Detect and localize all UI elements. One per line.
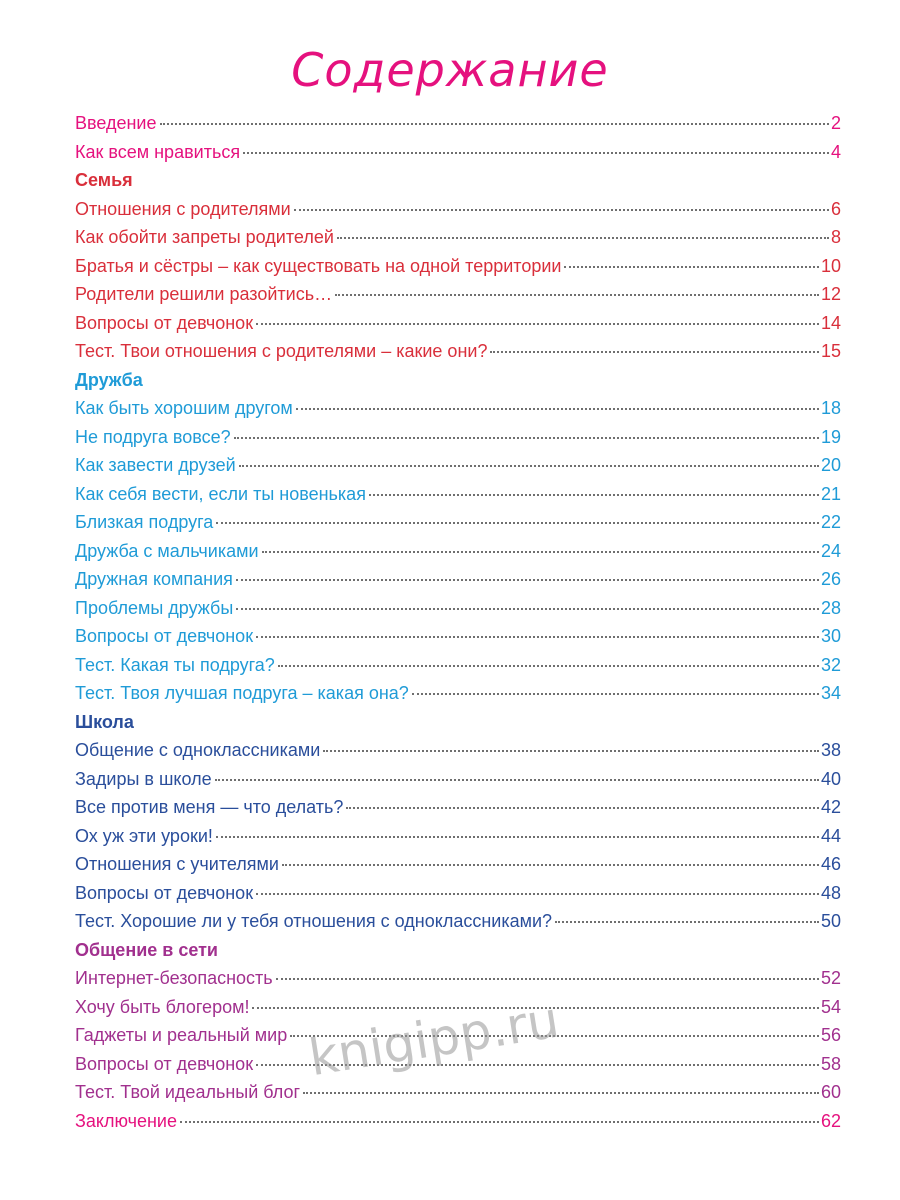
toc-entry[interactable] (75, 850, 841, 879)
dot-leader (243, 152, 829, 154)
toc-entry-page: 15 (820, 341, 841, 361)
toc-entry[interactable] (75, 337, 841, 366)
toc-entry-page: 22 (820, 512, 841, 532)
toc-entry-label: Тест. Твой идеальный блог (75, 1082, 301, 1102)
dot-leader (256, 893, 819, 895)
toc-entry[interactable] (75, 480, 841, 509)
dot-leader (346, 807, 819, 809)
toc-entry-label: Отношения с родителями (75, 198, 291, 219)
dot-leader (216, 836, 819, 838)
toc-entry-page: 18 (820, 398, 841, 418)
toc-entry-label: Тест. Твои отношения с родителями – какие они? (75, 341, 488, 361)
toc-entry-page: 20 (820, 455, 841, 475)
dot-leader (180, 1121, 819, 1123)
toc-entry[interactable] (75, 594, 841, 623)
toc-entry-label: Проблемы дружбы (75, 597, 234, 618)
toc-entry-label: Как обойти запреты родителей (75, 227, 334, 247)
dot-leader (303, 1092, 819, 1094)
toc-entry-page: 34 (820, 683, 841, 703)
toc-entry-label: Вопросы от девчонок (75, 626, 254, 646)
toc-entry-page: 6 (830, 198, 841, 219)
toc-entry[interactable] (75, 765, 841, 794)
toc-entry-page: 12 (820, 284, 841, 304)
toc-entry[interactable] (75, 736, 841, 765)
dot-leader (282, 864, 819, 866)
toc-entry[interactable] (75, 679, 841, 708)
toc-entry-page: 8 (830, 227, 841, 247)
toc-entry-label: Как всем нравиться (75, 141, 241, 162)
toc-entry[interactable] (75, 195, 841, 224)
toc-entry-label: Интернет-безопасность (75, 968, 273, 988)
toc-entry-page: 21 (820, 483, 841, 504)
dot-leader (239, 465, 819, 467)
toc-entry-page: 19 (820, 426, 841, 447)
section-heading-school: Школа (75, 711, 134, 732)
toc-entry-label: Братья и сёстры – как существовать на одной территории (75, 255, 562, 276)
dot-leader (215, 779, 819, 781)
toc-entry-page: 42 (820, 797, 841, 817)
toc-entry-label: Вопросы от девчонок (75, 882, 254, 903)
toc-entry-label: Близкая подруга (75, 512, 214, 532)
dot-leader (296, 408, 819, 410)
toc-entry-page: 56 (820, 1025, 841, 1045)
dot-leader (490, 351, 819, 353)
toc-entry-page: 54 (820, 996, 841, 1017)
toc-entry-how-to-be-liked[interactable] (75, 138, 841, 167)
toc-entry-label: Дружба с мальчиками (75, 540, 259, 561)
toc-entry-label: Введение (75, 113, 157, 133)
toc-entry-page: 30 (820, 626, 841, 646)
toc-entry-label: Отношения с учителями (75, 854, 279, 874)
toc-entry-page: 52 (820, 968, 841, 988)
toc-entry-label: Тест. Хорошие ли у тебя отношения с одноклассниками? (75, 911, 553, 931)
section-heading-friendship: Дружба (75, 369, 143, 390)
dot-leader (555, 921, 819, 923)
toc-entry-label: Вопросы от девчонок (75, 1053, 254, 1074)
toc-entry[interactable] (75, 964, 841, 993)
toc-entry[interactable] (75, 508, 841, 537)
toc-entry-page: 62 (820, 1110, 841, 1131)
toc-entry-label: Родители решили разойтись… (75, 284, 333, 304)
toc-entry-label: Не подруга вовсе? (75, 426, 231, 447)
page-title: Содержание (291, 43, 609, 97)
toc-entry-page: 46 (820, 854, 841, 874)
dot-leader (216, 522, 819, 524)
toc-entry-label: Как себя вести, если ты новенькая (75, 483, 366, 504)
toc-entry[interactable] (75, 537, 841, 566)
dot-leader (256, 636, 819, 638)
dot-leader (236, 579, 819, 581)
toc-entry-intro[interactable] (75, 109, 841, 138)
dot-leader (278, 665, 819, 667)
toc-entry[interactable] (75, 651, 841, 680)
section-heading-online: Общение в сети (75, 939, 218, 960)
dot-leader (564, 266, 819, 268)
toc-entry-label: Ох уж эти уроки! (75, 825, 213, 846)
toc-entry-page: 32 (820, 654, 841, 675)
toc-entry-label: Общение с одноклассниками (75, 740, 321, 760)
toc-entry-page: 40 (820, 768, 841, 789)
toc-entry[interactable] (75, 1078, 841, 1107)
toc-entry-page: 58 (820, 1053, 841, 1074)
toc-entry[interactable] (75, 907, 841, 936)
toc-entry-label: Вопросы от девчонок (75, 312, 254, 333)
toc-entry-label: Как быть хорошим другом (75, 398, 293, 418)
toc-entry-label: Хочу быть блогером! (75, 996, 250, 1017)
toc-entry[interactable] (75, 309, 841, 338)
toc-entry-page: 44 (820, 825, 841, 846)
toc-entry[interactable] (75, 793, 841, 822)
watermark: knigipp.ru (305, 990, 563, 1088)
dot-leader (294, 209, 829, 211)
table-of-contents (75, 109, 841, 1135)
toc-entry-label: Тест. Твоя лучшая подруга – какая она? (75, 683, 409, 703)
toc-entry-page: 24 (820, 540, 841, 561)
toc-entry-page: 14 (820, 312, 841, 333)
dot-leader (256, 323, 819, 325)
toc-entry-label: Дружная компания (75, 569, 233, 589)
toc-entry-page: 60 (820, 1082, 841, 1102)
toc-entry[interactable] (75, 252, 841, 281)
toc-entry[interactable] (75, 451, 841, 480)
toc-entry-page: 26 (820, 569, 841, 589)
dot-leader (369, 494, 819, 496)
dot-leader (323, 750, 819, 752)
toc-entry[interactable] (75, 280, 841, 309)
toc-entry-label: Задиры в школе (75, 768, 212, 789)
toc-entry-page: 10 (820, 255, 841, 276)
toc-entry[interactable] (75, 879, 841, 908)
toc-entry[interactable] (75, 423, 841, 452)
dot-leader (160, 123, 829, 125)
toc-entry-page: 50 (820, 911, 841, 931)
toc-entry-label: Заключение (75, 1110, 177, 1131)
toc-entry-label: Гаджеты и реальный мир (75, 1025, 288, 1045)
dot-leader (412, 693, 819, 695)
toc-entry-page: 28 (820, 597, 841, 618)
toc-entry-page: 48 (820, 882, 841, 903)
toc-entry-page: 2 (830, 113, 841, 133)
toc-entry-label: Все против меня — что делать? (75, 797, 344, 817)
dot-leader (236, 608, 819, 610)
toc-entry-label: Тест. Какая ты подруга? (75, 654, 275, 675)
section-heading-family: Семья (75, 170, 133, 190)
dot-leader (335, 294, 819, 296)
toc-entry[interactable] (75, 394, 841, 423)
toc-entry[interactable] (75, 822, 841, 851)
dot-leader (262, 551, 819, 553)
toc-entry[interactable] (75, 223, 841, 252)
toc-entry-conclusion[interactable] (75, 1107, 841, 1136)
toc-entry[interactable] (75, 565, 841, 594)
dot-leader (276, 978, 819, 980)
toc-entry-page: 38 (820, 740, 841, 760)
dot-leader (337, 237, 829, 239)
dot-leader (234, 437, 819, 439)
toc-entry-label: Как завести друзей (75, 455, 236, 475)
toc-entry-page: 4 (830, 141, 841, 162)
toc-entry[interactable] (75, 622, 841, 651)
